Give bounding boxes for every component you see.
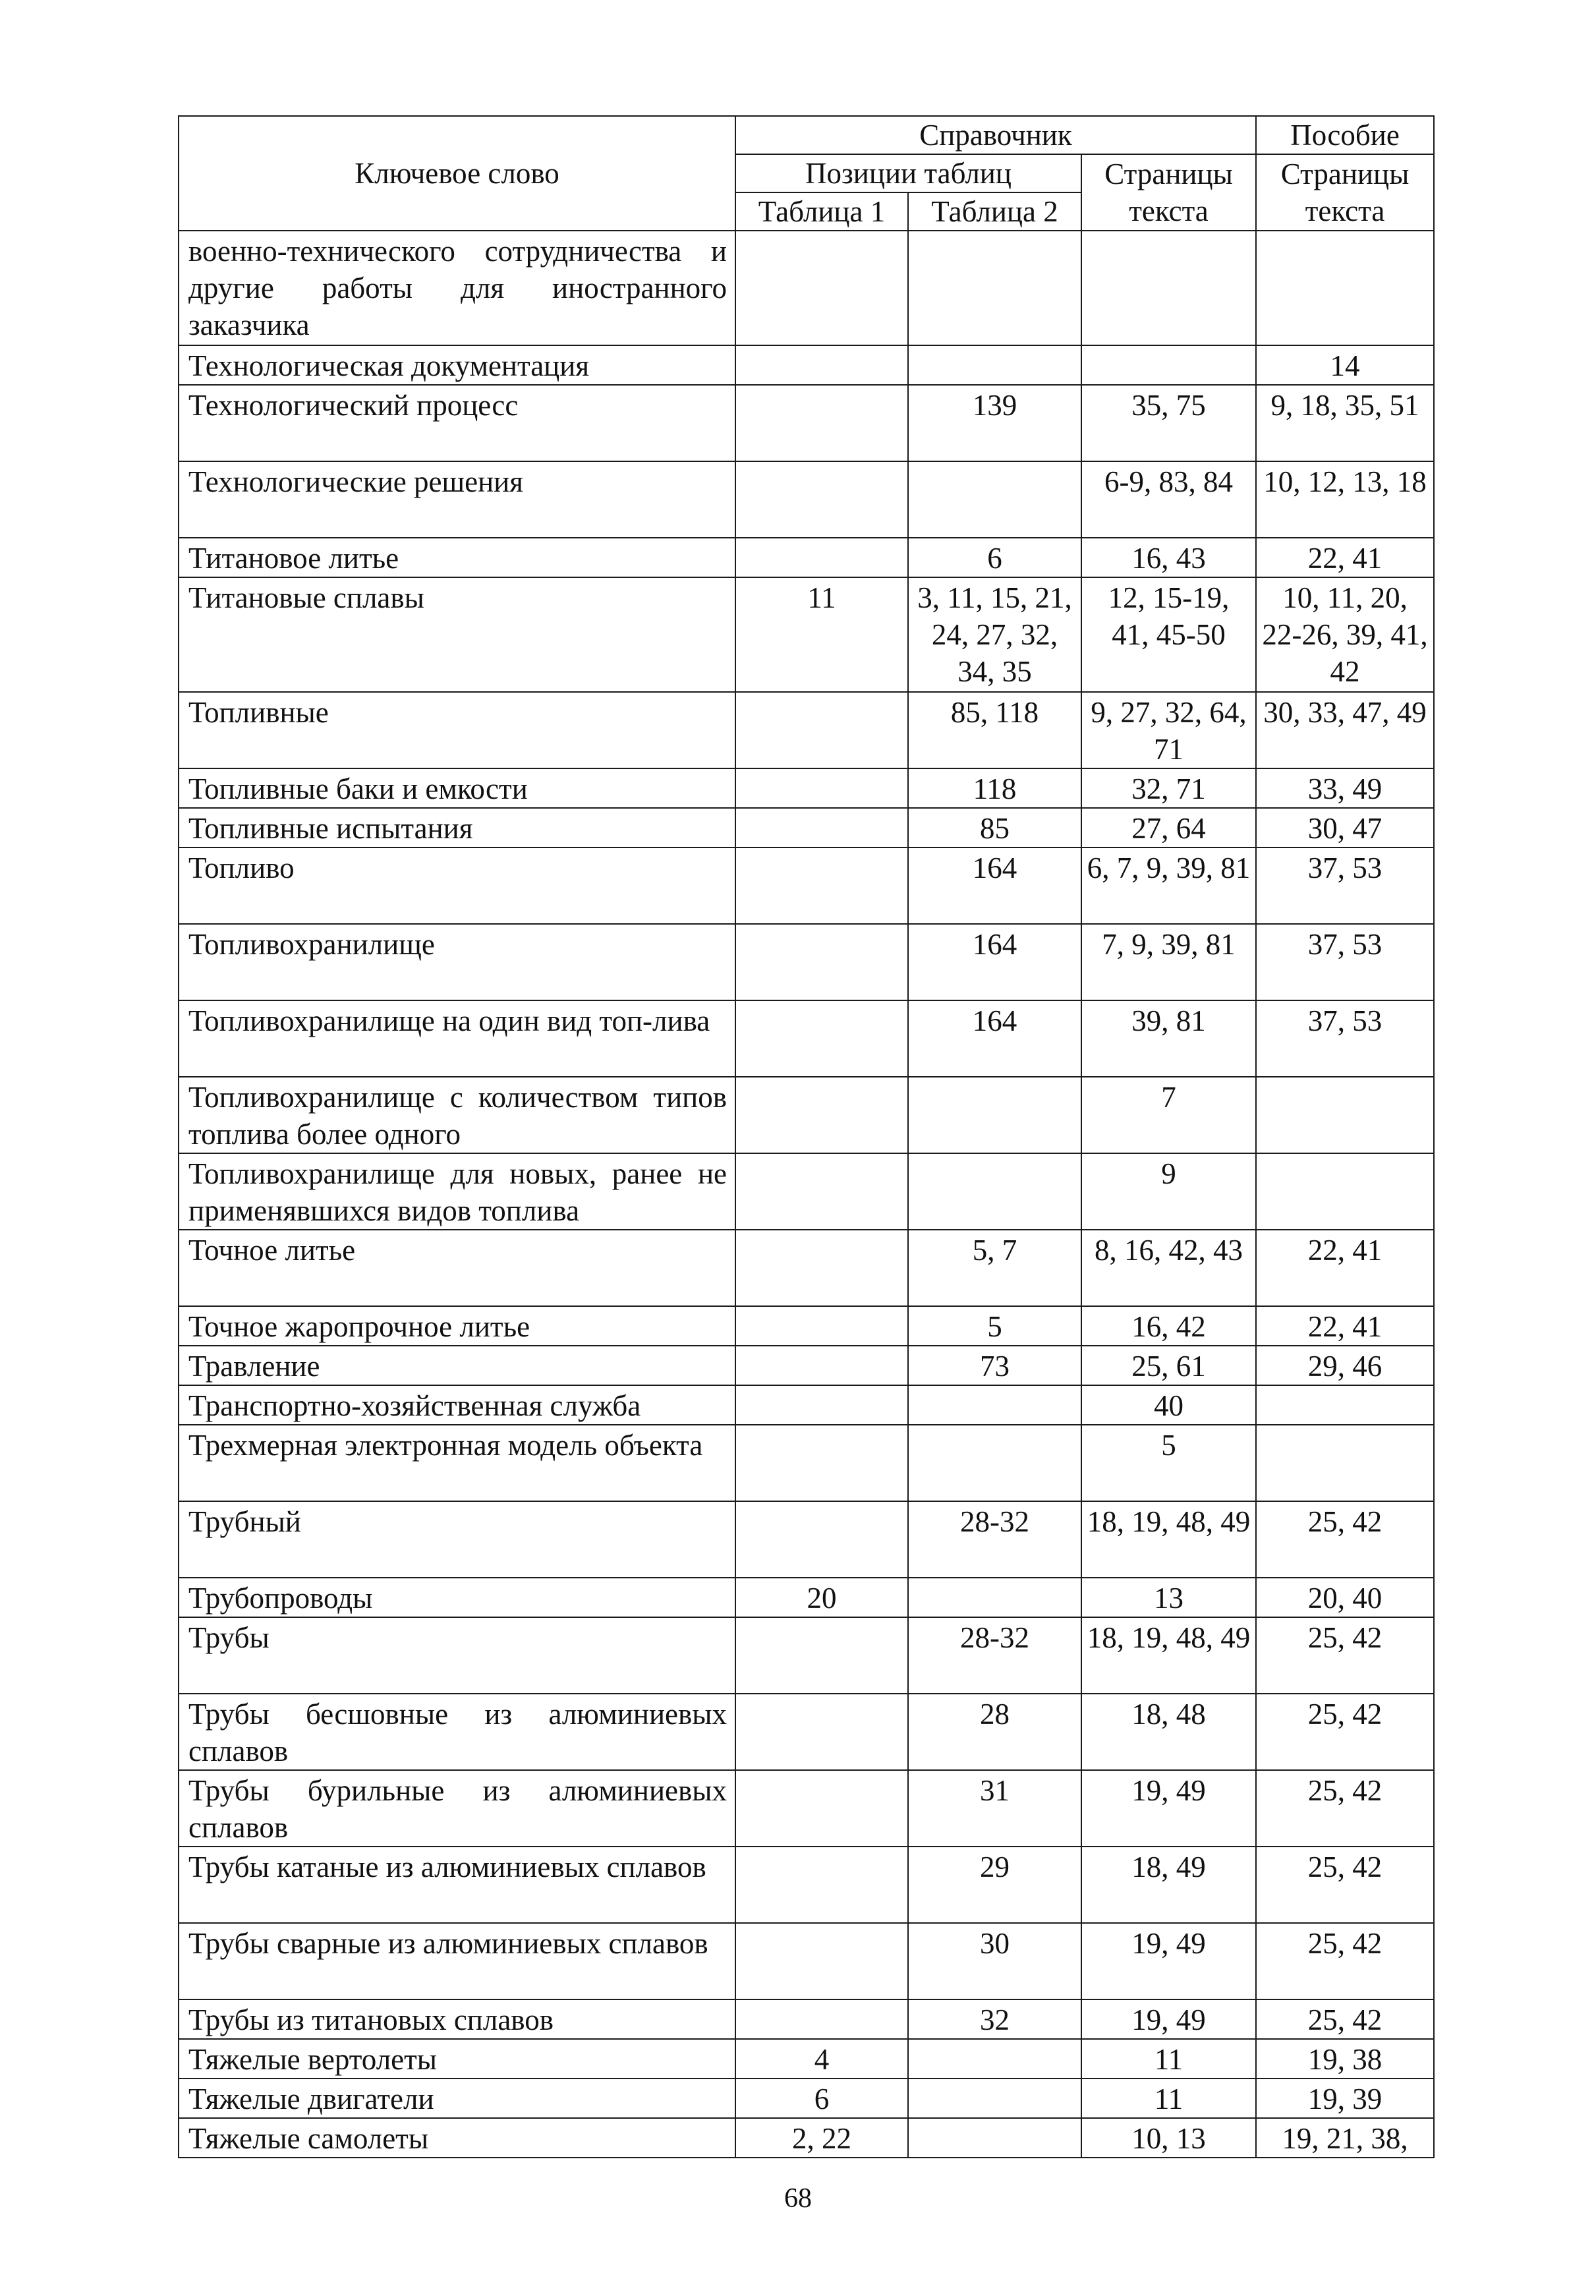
table1-cell [735, 924, 908, 1000]
handbook-pages-cell: 40 [1081, 1385, 1256, 1425]
keyword-cell: Титановые сплавы [179, 577, 735, 692]
manual-pages-cell [1256, 1153, 1434, 1230]
manual-pages-cell: 10, 12, 13, 18 [1256, 461, 1434, 538]
table2-cell: 73 [908, 1346, 1081, 1385]
handbook-pages-cell: 18, 48 [1081, 1694, 1256, 1770]
table1-cell [735, 345, 908, 385]
table1-cell [735, 1501, 908, 1578]
manual-pages-cell: 10, 11, 20, 22-26, 39, 41, 42 [1256, 577, 1434, 692]
table1-cell [735, 1770, 908, 1847]
manual-pages-cell: 22, 41 [1256, 1230, 1434, 1306]
table1-cell [735, 808, 908, 847]
table-row [179, 1306, 1434, 1346]
handbook-pages-cell: 7, 9, 39, 81 [1081, 924, 1256, 1000]
table-row [179, 461, 1434, 538]
handbook-pages-cell: 27, 64 [1081, 808, 1256, 847]
handbook-pages-cell: 35, 75 [1081, 385, 1256, 461]
table1-cell [735, 692, 908, 768]
handbook-pages-cell: 10, 13 [1081, 2118, 1256, 2158]
keyword-cell: Технологический процесс [179, 385, 735, 461]
table1-cell: 2, 22 [735, 2118, 908, 2158]
table-row [179, 924, 1434, 1000]
table1-cell: 11 [735, 577, 908, 692]
header-manual-pages-line1: Страницы [1280, 158, 1410, 190]
header-table2: Таблица 2 [908, 192, 1081, 231]
table-row [179, 1578, 1434, 1617]
table-row [179, 1385, 1434, 1425]
manual-pages-cell: 19, 21, 38, [1256, 2118, 1434, 2158]
table1-cell [735, 1923, 908, 1999]
table2-cell: 164 [908, 1000, 1081, 1077]
handbook-pages-cell: 32, 71 [1081, 768, 1256, 808]
header-handbook-pages [1081, 154, 1256, 231]
handbook-pages-cell: 9, 27, 32, 64, 71 [1081, 692, 1256, 768]
handbook-pages-cell: 19, 49 [1081, 1770, 1256, 1847]
table-row [179, 1694, 1434, 1770]
handbook-pages-cell: 12, 15-19, 41, 45-50 [1081, 577, 1256, 692]
table2-cell [908, 1425, 1081, 1501]
keyword-cell: Технологические решения [179, 461, 735, 538]
keyword-cell: Трубный [179, 1501, 735, 1578]
handbook-pages-cell: 11 [1081, 2039, 1256, 2079]
handbook-pages-cell: 6-9, 83, 84 [1081, 461, 1256, 538]
table2-cell: 6 [908, 538, 1081, 577]
manual-pages-cell [1256, 231, 1434, 345]
keyword-cell: Трубы бесшовные из алюминиевых сплавов [179, 1694, 735, 1770]
header-manual-pages-line2: текста [1305, 194, 1385, 227]
keyword-cell: Трубы бурильные из алюминиевых сплавов [179, 1770, 735, 1847]
handbook-pages-cell: 18, 19, 48, 49 [1081, 1501, 1256, 1578]
handbook-pages-cell: 18, 49 [1081, 1847, 1256, 1923]
table-row [179, 2118, 1434, 2158]
manual-pages-cell: 22, 41 [1256, 1306, 1434, 1346]
table-row [179, 1617, 1434, 1694]
handbook-pages-cell: 19, 49 [1081, 1999, 1256, 2039]
keyword-cell: Титановое литье [179, 538, 735, 577]
keyword-cell: Трубы из титановых сплавов [179, 1999, 735, 2039]
keyword-cell: Трубы сварные из алюминиевых сплавов [179, 1923, 735, 1999]
keyword-cell: Тяжелые вертолеты [179, 2039, 735, 2079]
keyword-cell: военно-технического сотрудничества и другие работы для иностранного заказчика [179, 231, 735, 345]
table1-cell [735, 1153, 908, 1230]
manual-pages-cell: 20, 40 [1256, 1578, 1434, 1617]
table1-cell [735, 1346, 908, 1385]
table-row [179, 345, 1434, 385]
keyword-cell: Топливохранилище [179, 924, 735, 1000]
handbook-pages-cell [1081, 345, 1256, 385]
handbook-pages-cell: 39, 81 [1081, 1000, 1256, 1077]
table2-cell: 164 [908, 924, 1081, 1000]
table2-cell: 28-32 [908, 1501, 1081, 1578]
keyword-cell: Топливо [179, 847, 735, 924]
keyword-cell: Точное жаропрочное литье [179, 1306, 735, 1346]
handbook-pages-cell: 6, 7, 9, 39, 81 [1081, 847, 1256, 924]
table2-cell: 3, 11, 15, 21, 24, 27, 32, 34, 35 [908, 577, 1081, 692]
manual-pages-cell: 25, 42 [1256, 1770, 1434, 1847]
table2-cell: 85 [908, 808, 1081, 847]
table2-cell [908, 461, 1081, 538]
table2-cell: 85, 118 [908, 692, 1081, 768]
manual-pages-cell: 25, 42 [1256, 1694, 1434, 1770]
table-row [179, 808, 1434, 847]
manual-pages-cell: 37, 53 [1256, 1000, 1434, 1077]
table2-cell: 5, 7 [908, 1230, 1081, 1306]
keyword-cell: Топливные испытания [179, 808, 735, 847]
table2-cell [908, 2079, 1081, 2118]
keyword-cell: Точное литье [179, 1230, 735, 1306]
header-manual-pages [1256, 154, 1434, 231]
table2-cell [908, 1077, 1081, 1153]
manual-pages-cell: 37, 53 [1256, 924, 1434, 1000]
keyword-cell: Трубопроводы [179, 1578, 735, 1617]
table2-cell: 5 [908, 1306, 1081, 1346]
keyword-cell: Топливохранилище для новых, ранее не применявшихся видов топлива [179, 1153, 735, 1230]
handbook-pages-cell: 5 [1081, 1425, 1256, 1501]
manual-pages-cell: 19, 39 [1256, 2079, 1434, 2118]
table1-cell [735, 231, 908, 345]
table-row [179, 692, 1434, 768]
table-row [179, 1847, 1434, 1923]
header-handbook-pages-line1: Страницы [1104, 158, 1233, 190]
table-row [179, 2039, 1434, 2079]
table1-cell: 6 [735, 2079, 908, 2118]
table1-cell [735, 1694, 908, 1770]
manual-pages-cell [1256, 1425, 1434, 1501]
table2-cell: 29 [908, 1847, 1081, 1923]
table2-cell [908, 231, 1081, 345]
table-row [179, 1077, 1434, 1153]
table-row [179, 1425, 1434, 1501]
table-row [179, 385, 1434, 461]
handbook-pages-cell: 19, 49 [1081, 1923, 1256, 1999]
handbook-pages-cell: 8, 16, 42, 43 [1081, 1230, 1256, 1306]
table-row [179, 2079, 1434, 2118]
table1-cell [735, 847, 908, 924]
manual-pages-cell: 25, 42 [1256, 1847, 1434, 1923]
table1-cell [735, 538, 908, 577]
table2-cell: 139 [908, 385, 1081, 461]
manual-pages-cell: 37, 53 [1256, 847, 1434, 924]
manual-pages-cell: 25, 42 [1256, 1999, 1434, 2039]
table2-cell: 28 [908, 1694, 1081, 1770]
keyword-cell: Трехмерная электронная модель объекта [179, 1425, 735, 1501]
table2-cell: 28-32 [908, 1617, 1081, 1694]
keyword-cell: Трубы катаные из алюминиевых сплавов [179, 1847, 735, 1923]
table-row [179, 231, 1434, 345]
table-row [179, 1770, 1434, 1847]
header-handbook: Справочник [735, 116, 1256, 154]
manual-pages-cell: 22, 41 [1256, 538, 1434, 577]
keyword-cell: Трубы [179, 1617, 735, 1694]
header-table-positions: Позиции таблиц [735, 154, 1081, 192]
table1-cell [735, 1425, 908, 1501]
table-row [179, 768, 1434, 808]
table2-cell [908, 2118, 1081, 2158]
table2-cell: 118 [908, 768, 1081, 808]
table-header [179, 116, 1434, 231]
keyword-cell: Транспортно-хозяйственная служба [179, 1385, 735, 1425]
table1-cell [735, 461, 908, 538]
table2-cell: 32 [908, 1999, 1081, 2039]
header-keyword: Ключевое слово [179, 116, 735, 231]
handbook-pages-cell: 25, 61 [1081, 1346, 1256, 1385]
table1-cell [735, 1385, 908, 1425]
table-row [179, 1153, 1434, 1230]
table2-cell: 31 [908, 1770, 1081, 1847]
manual-pages-cell [1256, 1385, 1434, 1425]
table2-cell: 30 [908, 1923, 1081, 1999]
table1-cell [735, 1847, 908, 1923]
table-row [179, 847, 1434, 924]
keyword-index-table [178, 115, 1435, 2158]
keyword-cell: Технологическая документация [179, 345, 735, 385]
table-row [179, 538, 1434, 577]
handbook-pages-cell: 18, 19, 48, 49 [1081, 1617, 1256, 1694]
handbook-pages-cell: 16, 42 [1081, 1306, 1256, 1346]
manual-pages-cell: 33, 49 [1256, 768, 1434, 808]
table2-cell [908, 345, 1081, 385]
table2-cell [908, 1578, 1081, 1617]
keyword-cell: Топливохранилище на один вид топ-лива [179, 1000, 735, 1077]
keyword-cell: Топливохранилище с количеством типов топлива более одного [179, 1077, 735, 1153]
manual-pages-cell: 25, 42 [1256, 1923, 1434, 1999]
table1-cell [735, 385, 908, 461]
table-row [179, 1000, 1434, 1077]
table-row [179, 1501, 1434, 1578]
table1-cell: 20 [735, 1578, 908, 1617]
table2-cell [908, 1153, 1081, 1230]
header-manual: Пособие [1256, 116, 1434, 154]
table1-cell [735, 1306, 908, 1346]
manual-pages-cell: 14 [1256, 345, 1434, 385]
handbook-pages-cell [1081, 231, 1256, 345]
manual-pages-cell: 30, 47 [1256, 808, 1434, 847]
table-row [179, 1999, 1434, 2039]
table1-cell [735, 1000, 908, 1077]
table2-cell: 164 [908, 847, 1081, 924]
keyword-cell: Топливные [179, 692, 735, 768]
manual-pages-cell: 30, 33, 47, 49 [1256, 692, 1434, 768]
keyword-cell: Тяжелые самолеты [179, 2118, 735, 2158]
handbook-pages-cell: 7 [1081, 1077, 1256, 1153]
table-row [179, 577, 1434, 692]
table2-cell [908, 2039, 1081, 2079]
table-body [179, 231, 1434, 2158]
table1-cell [735, 768, 908, 808]
handbook-pages-cell: 16, 43 [1081, 538, 1256, 577]
handbook-pages-cell: 9 [1081, 1153, 1256, 1230]
handbook-pages-cell: 13 [1081, 1578, 1256, 1617]
manual-pages-cell: 25, 42 [1256, 1501, 1434, 1578]
table1-cell: 4 [735, 2039, 908, 2079]
keyword-cell: Травление [179, 1346, 735, 1385]
table-row [179, 1230, 1434, 1306]
table-row [179, 1923, 1434, 1999]
manual-pages-cell: 19, 38 [1256, 2039, 1434, 2079]
page-number: 68 [784, 2183, 812, 2214]
manual-pages-cell: 29, 46 [1256, 1346, 1434, 1385]
table-row [179, 1346, 1434, 1385]
handbook-pages-cell: 11 [1081, 2079, 1256, 2118]
manual-pages-cell: 25, 42 [1256, 1617, 1434, 1694]
manual-pages-cell [1256, 1077, 1434, 1153]
keyword-cell: Тяжелые двигатели [179, 2079, 735, 2118]
keyword-cell: Топливные баки и емкости [179, 768, 735, 808]
header-handbook-pages-line2: текста [1129, 194, 1209, 227]
table2-cell [908, 1385, 1081, 1425]
table1-cell [735, 1617, 908, 1694]
manual-pages-cell: 9, 18, 35, 51 [1256, 385, 1434, 461]
header-table1: Таблица 1 [735, 192, 908, 231]
table1-cell [735, 1999, 908, 2039]
table1-cell [735, 1077, 908, 1153]
table1-cell [735, 1230, 908, 1306]
